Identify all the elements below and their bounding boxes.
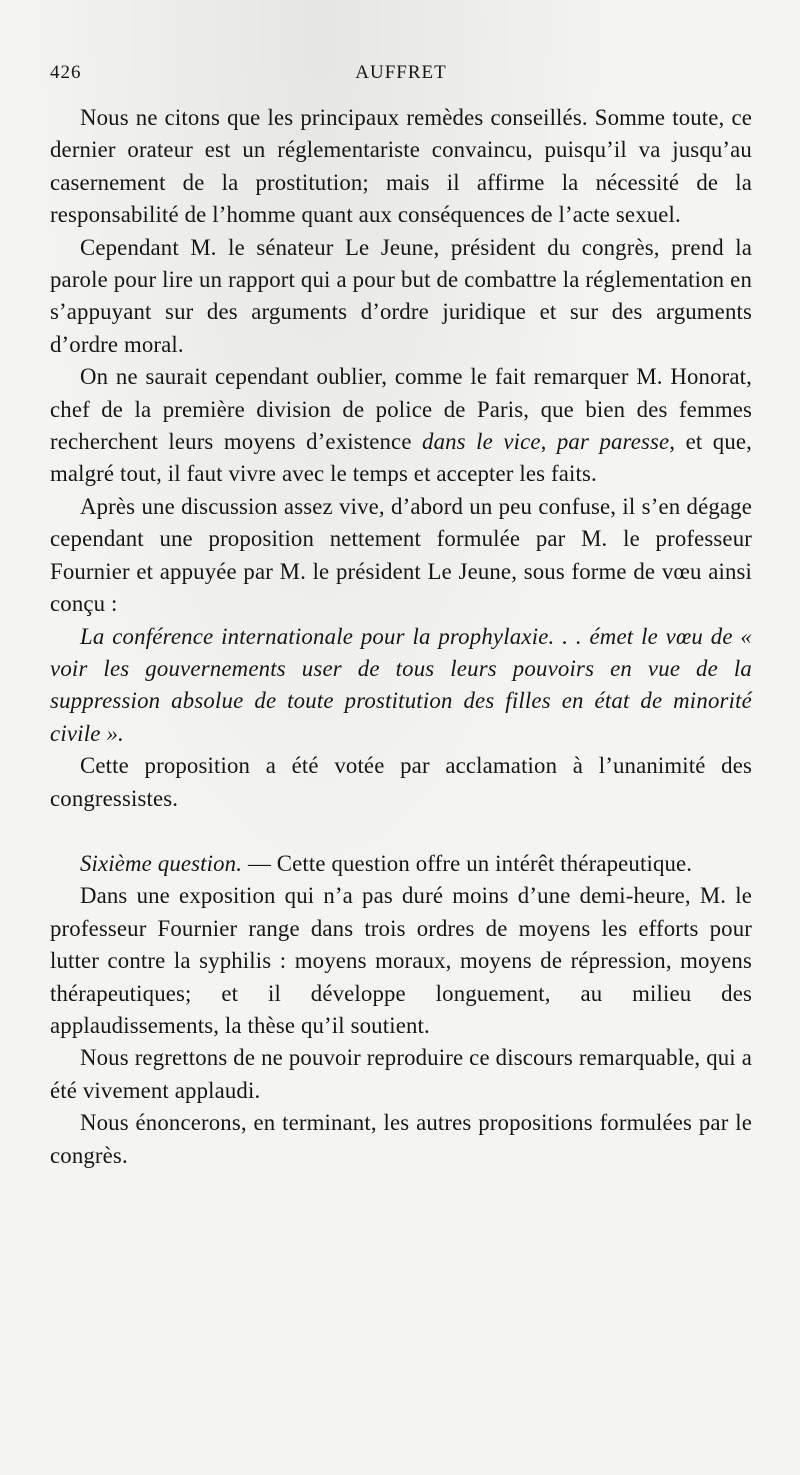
paragraph-sixieme-question — [50, 848, 752, 880]
section-gap — [50, 815, 752, 848]
body-text — [50, 102, 752, 1172]
paragraph-honorat-start: On ne saurait cependant oublier, comme le fait remarquer M. Honorat, chef de la première division de police de Paris, que bien des femmes recherchent leurs moyens d’existence — [50, 364, 752, 455]
paragraph-regrets: Nous regrettons de ne pouvoir reproduire ce discours remarquable, qui a été vivement applaudi. — [50, 1045, 752, 1103]
paragraph-propositions: Nous énoncerons, en terminant, les autres propositions formulées par le congrès. — [50, 1110, 752, 1168]
page-number: 426 — [50, 62, 82, 83]
paragraph-acclamation: Cette proposition a été votée par acclamation à l’unanimité des congressistes. — [50, 753, 752, 811]
paragraph-le-jeune: Cependant M. le sénateur Le Jeune, président du congrès, prend la parole pour lire un rapport qui a pour but de combattre la réglementation en s’appuyant sur des arguments d’ordre juridique et sur des arguments d’ordre moral. — [50, 234, 752, 357]
paragraph-honorat-end: , et que, malgré tout, il faut vivre avec le temps et accepter les faits. — [50, 429, 752, 487]
voeu-quote: La conférence internationale pour la prophylaxie. . . émet le vœu de « voir les gouvernements user de tous leurs pouvoirs en vue de la suppression absolue de toute prostitution des filles en état de minorité civile ». — [50, 623, 752, 746]
section-title: Sixième question. — [80, 850, 243, 876]
paragraph-voeu — [50, 621, 752, 751]
running-head: AUFFRET — [355, 62, 447, 83]
paragraph-discussion: Après une discussion assez vive, d’abord un peu confuse, il s’en dégage cependant une proposition nettement formulée par M. le professeur Fournier et appuyée par M. le président Le Jeune, sous forme de vœu ainsi conçu : — [50, 493, 752, 617]
paragraph-honorat — [50, 361, 752, 491]
paragraph-remedes: Nous ne citons que les principaux remèdes conseillés. Somme toute, ce dernier orateur est un réglementariste convaincu, puisqu’il va jusqu’au casernement de la prostitution; mais il affirme la nécessité de la responsabilité de l’homme quant aux conséquences de l’acte sexuel. — [50, 105, 752, 228]
paragraph-exposition: Dans une exposition qui n’a pas duré moins d’une demi-heure, M. le professeur Fournier range dans trois ordres de moyens les efforts pour lutter contre la syphilis : moyens moraux, moyens de répression, moyens thérapeutiques; et il développe longuement, au milieu des applaudissements, la thèse qu’il soutient. — [50, 883, 752, 1038]
paragraph-honorat-italic: dans le vice, par paresse — [422, 429, 670, 455]
page-header — [50, 62, 752, 102]
section-intro: — Cette question offre un intérêt thérapeutique. — [242, 850, 693, 876]
